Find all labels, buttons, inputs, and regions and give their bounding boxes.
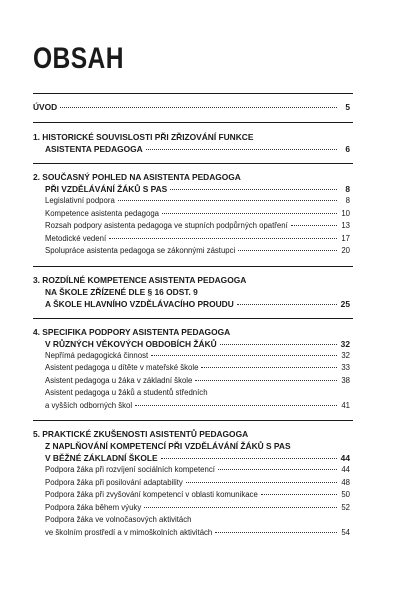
toc-subsection[interactable] — [45, 350, 350, 363]
toc-page-number: 8 — [345, 184, 350, 194]
toc-entry-label: ÚVOD — [33, 102, 58, 112]
dot-leader — [220, 344, 337, 345]
dot-leader — [291, 225, 337, 226]
divider — [33, 163, 353, 164]
subsection-label: Podpora žáka ve volnočasových aktivitách — [45, 515, 192, 524]
toc-page-number: 5 — [345, 102, 350, 112]
chapter-title-line: A ŠKOLE HLAVNÍHO VZDĚLÁVACÍHO PROUDU — [45, 298, 234, 309]
toc-subsections — [33, 350, 350, 413]
toc-subsection[interactable] — [45, 477, 350, 490]
toc-page-number: 44 — [341, 465, 350, 474]
dot-leader — [151, 355, 337, 356]
subsection-label: Rozsah podpory asistenta pedagoga ve stupních podpůrných opatření — [45, 221, 288, 230]
toc-page-number: 6 — [345, 144, 350, 154]
toc-subsection[interactable] — [45, 502, 350, 515]
toc-subsection[interactable] — [45, 375, 350, 388]
divider — [33, 93, 353, 94]
dot-leader — [195, 380, 337, 381]
subsection-label: Podpora žáka při rozvíjení sociálních kompetencí — [45, 465, 215, 474]
dot-leader — [161, 458, 337, 459]
toc-subsection[interactable] — [45, 464, 350, 477]
subsection-label: Asistent pedagoga u žáka v základní škole — [45, 375, 193, 385]
dot-leader — [186, 482, 337, 483]
dot-leader — [201, 367, 337, 368]
toc-subsection[interactable] — [45, 245, 350, 258]
table-of-contents — [33, 101, 350, 539]
toc-page-number: 25 — [340, 298, 350, 309]
toc-chapter-2[interactable] — [33, 171, 350, 195]
dot-leader — [162, 213, 337, 214]
dot-leader — [215, 532, 337, 533]
dot-leader — [135, 405, 337, 406]
dot-leader — [238, 250, 337, 251]
dot-leader — [218, 469, 337, 470]
chapter-title-line: 5. PRAKTICKÉ ZKUŠENOSTI ASISTENTŮ PEDAGOGA — [33, 429, 249, 439]
toc-page-number: 13 — [341, 221, 350, 230]
toc-page-number: 10 — [341, 208, 350, 218]
toc-page-number: 50 — [341, 490, 350, 499]
dot-leader — [170, 189, 337, 190]
toc-page-number: 38 — [341, 375, 350, 385]
subsection-label: a vyšších odborných škol — [45, 400, 133, 410]
subsection-label: Podpora žáka při zvyšování kompetencí v oblasti komunikace — [45, 490, 258, 499]
toc-subsection[interactable] — [45, 489, 350, 502]
toc-subsections — [33, 464, 350, 539]
toc-page-number: 20 — [341, 246, 350, 255]
toc-subsection[interactable] — [45, 387, 350, 412]
toc-page-number: 8 — [345, 196, 350, 205]
toc-subsections — [33, 195, 350, 258]
chapter-title-line: 1. HISTORICKÉ SOUVISLOSTI PŘI ZŘIZOVÁNÍ FUNKCE — [33, 132, 254, 142]
dot-leader — [237, 304, 337, 305]
toc-page-number: 32 — [341, 350, 350, 360]
dot-leader — [146, 149, 337, 150]
toc-subsection[interactable] — [45, 208, 350, 221]
dot-leader — [109, 238, 337, 239]
subsection-label: Spolupráce asistenta pedagoga se zákonnými zástupci — [45, 246, 236, 255]
toc-page-number: 41 — [341, 400, 350, 410]
chapter-title-line: 4. SPECIFIKA PODPORY ASISTENTA PEDAGOGA — [33, 326, 231, 337]
divider — [33, 122, 353, 123]
toc-page-number: 17 — [341, 233, 350, 243]
chapter-title-line: V BĚŽNÉ ZÁKLADNÍ ŠKOLE — [45, 453, 158, 463]
dot-leader — [60, 107, 337, 108]
subsection-label: Nepřímá pedagogická činnost — [45, 350, 149, 360]
toc-subsection[interactable] — [45, 514, 350, 539]
dot-leader — [144, 507, 337, 508]
toc-page-number: 54 — [341, 527, 350, 537]
subsection-label: Podpora žáka při posilování adaptability — [45, 477, 183, 487]
toc-entry-intro[interactable] — [33, 101, 350, 113]
toc-subsection[interactable] — [45, 220, 350, 233]
toc-chapter-3[interactable] — [33, 274, 350, 310]
toc-page-number: 33 — [341, 363, 350, 372]
subsection-label: Podpora žáka během výuky — [45, 502, 142, 512]
toc-chapter-5[interactable] — [33, 428, 350, 464]
toc-page-number: 44 — [340, 453, 350, 463]
toc-page-number: 48 — [341, 477, 350, 487]
dot-leader — [118, 200, 337, 201]
page-title: OBSAH — [33, 42, 124, 75]
subsection-label: Asistent pedagoga u žáků a studentů středních — [45, 388, 208, 397]
chapter-title-line: 2. SOUČASNÝ POHLED NA ASISTENTA PEDAGOGA — [33, 172, 241, 182]
chapter-title-line: Z NAPLŇOVÁNÍ KOMPETENCÍ PŘI VZDĚLÁVÁNÍ ŽÁKŮ S PAS — [45, 441, 291, 451]
chapter-title-line: 3. ROZDÍLNÉ KOMPETENCE ASISTENTA PEDAGOGA — [33, 274, 247, 285]
chapter-title-line: NA ŠKOLE ZŘÍZENÉ DLE § 16 ODST. 9 — [45, 286, 198, 297]
divider — [33, 318, 353, 319]
chapter-title-line: PŘI VZDĚLÁVÁNÍ ŽÁKŮ S PAS — [45, 184, 168, 194]
toc-page-number: 32 — [340, 338, 350, 349]
subsection-label: Legislativní podpora — [45, 196, 115, 205]
toc-subsection[interactable] — [45, 195, 350, 208]
divider — [33, 266, 353, 267]
subsection-label: Kompetence asistenta pedagoga — [45, 208, 160, 218]
subsection-label: ve školním prostředí a v mimoškolních aktivitách — [45, 527, 213, 537]
chapter-title-line: V RŮZNÝCH VĚKOVÝCH OBDOBÍCH ŽÁKŮ — [45, 338, 217, 349]
toc-subsection[interactable] — [45, 362, 350, 375]
divider — [33, 420, 353, 421]
dot-leader — [261, 494, 337, 495]
subsection-label: Asistent pedagoga u dítěte v mateřské škole — [45, 363, 199, 372]
subsection-label: Metodické vedení — [45, 233, 107, 243]
toc-subsection[interactable] — [45, 233, 350, 246]
chapter-title-line: ASISTENTA PEDAGOGA — [45, 144, 143, 154]
toc-chapter-1[interactable] — [33, 131, 350, 155]
toc-chapter-4[interactable] — [33, 326, 350, 350]
toc-page-number: 52 — [341, 502, 350, 512]
